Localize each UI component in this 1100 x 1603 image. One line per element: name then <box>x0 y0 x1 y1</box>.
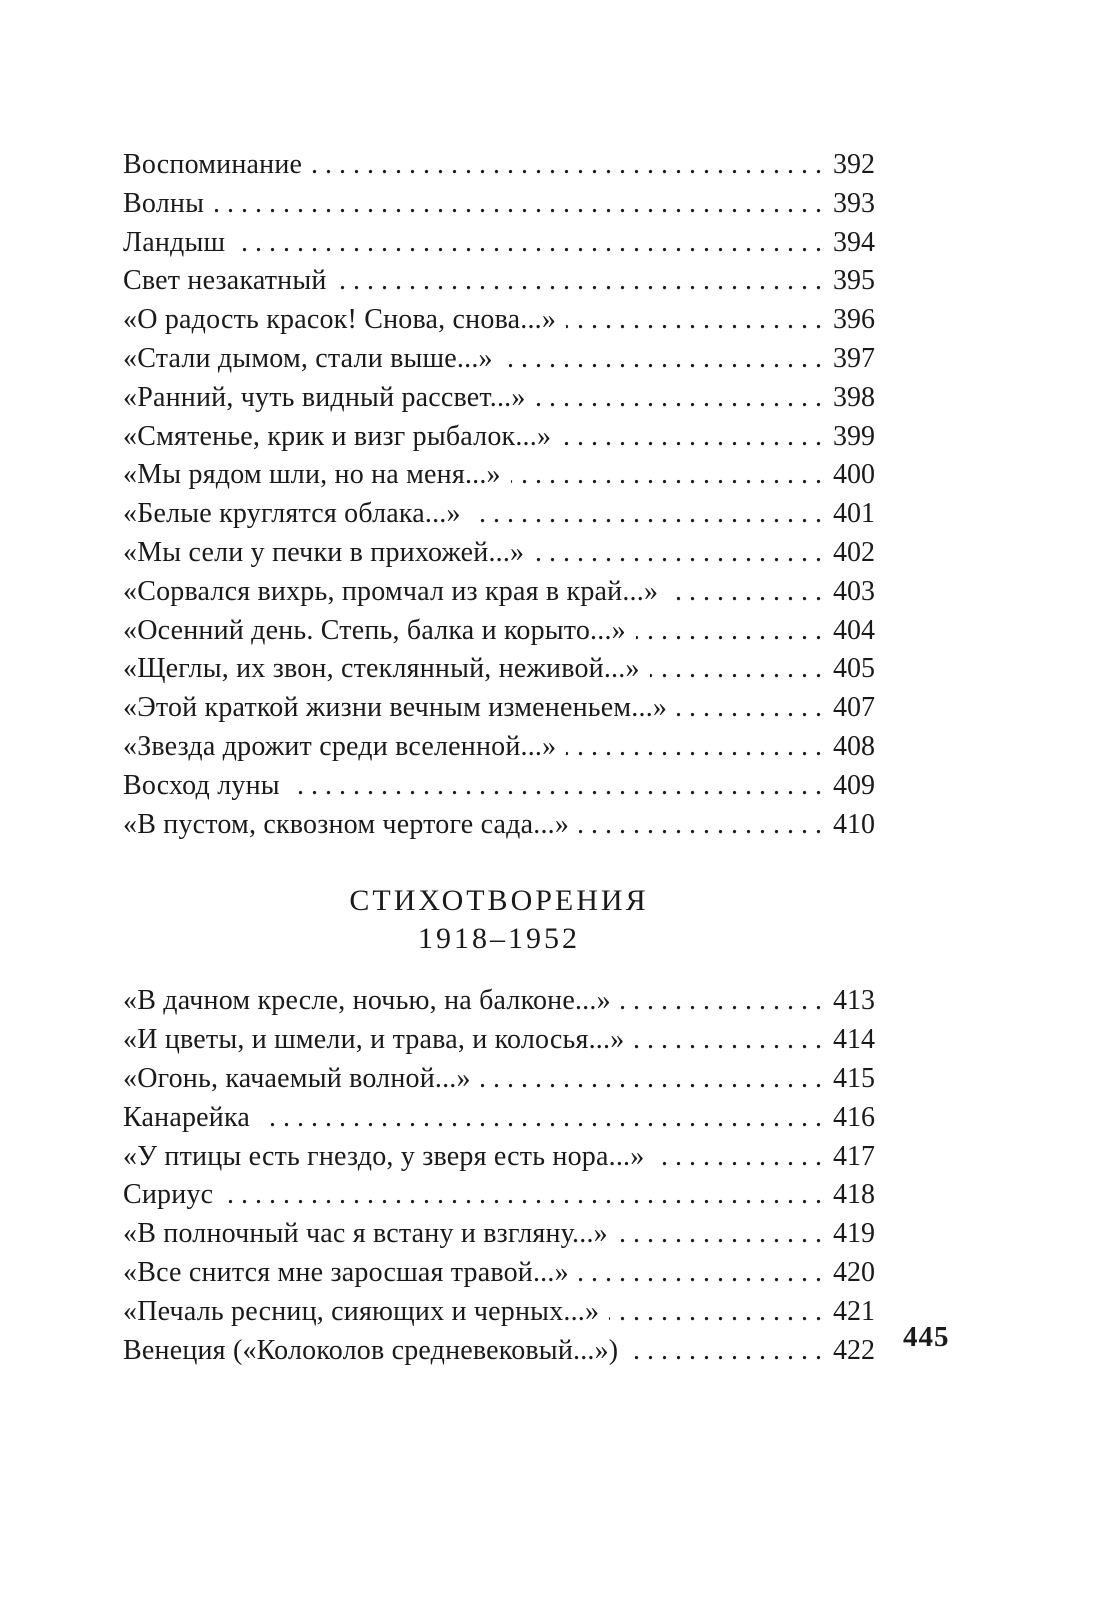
entry-page-number: 392 <box>833 149 875 180</box>
dot-leader <box>503 340 822 379</box>
entry-page-number: 400 <box>833 459 875 491</box>
toc-entry <box>123 301 875 340</box>
entry-page-number: 408 <box>833 730 875 762</box>
toc-section-2 <box>123 982 875 1370</box>
entry-title: Свет незакатный <box>123 265 327 297</box>
entry-page-number: 421 <box>833 1295 875 1327</box>
entry-page-number: 399 <box>833 420 875 452</box>
dot-leader <box>654 1138 822 1177</box>
entry-title: Ландыш <box>123 226 226 258</box>
toc-entry <box>123 806 875 845</box>
entry-title: «Сорвался вихрь, промчал из края в край...» <box>123 575 659 607</box>
toc-entry <box>123 1254 875 1293</box>
entry-title: «Печаль ресниц, сияющих и черных...» <box>123 1295 600 1327</box>
dot-leader <box>260 1099 822 1138</box>
entry-page-number: 395 <box>833 265 875 297</box>
entry-title: «Этой краткой жизни вечным измененьем...» <box>123 692 668 724</box>
entry-page-number: 403 <box>833 575 875 607</box>
page-number: 445 <box>903 1321 950 1353</box>
dot-leader <box>634 1021 822 1060</box>
toc-entry <box>123 146 875 185</box>
entry-title: «Стали дымом, стали выше...» <box>123 342 493 374</box>
dot-leader <box>566 301 822 340</box>
toc-entry <box>123 573 875 612</box>
toc-entry <box>123 379 875 418</box>
dot-leader <box>312 146 822 185</box>
dot-leader <box>481 1060 822 1099</box>
entry-page-number: 414 <box>833 1024 875 1056</box>
entry-page-number: 393 <box>833 187 875 219</box>
entry-page-number: 402 <box>833 536 875 568</box>
toc-entry <box>123 982 875 1021</box>
entry-title: Канарейка <box>123 1101 250 1133</box>
dot-leader <box>668 573 822 612</box>
entry-page-number: 394 <box>833 226 875 258</box>
entry-page-number: 418 <box>833 1179 875 1211</box>
dot-leader <box>471 495 822 534</box>
toc-entry <box>123 689 875 728</box>
toc-entry <box>123 650 875 689</box>
dot-leader <box>290 767 822 806</box>
entry-page-number: 404 <box>833 614 875 646</box>
entry-title: «В дачном кресле, ночью, на балконе...» <box>123 985 611 1017</box>
toc-entry <box>123 1060 875 1099</box>
entry-page-number: 417 <box>833 1140 875 1172</box>
toc-entry <box>123 185 875 224</box>
toc-entry <box>123 1176 875 1215</box>
entry-page-number: 401 <box>833 498 875 530</box>
entry-title: «Белые круглятся облака...» <box>123 498 461 530</box>
entry-page-number: 420 <box>833 1256 875 1288</box>
dot-leader <box>214 185 822 224</box>
dot-leader <box>566 728 822 767</box>
entry-title: «Все снится мне заросшая травой...» <box>123 1256 569 1288</box>
toc-entry <box>123 728 875 767</box>
dot-leader <box>536 379 822 418</box>
dot-leader <box>618 1215 822 1254</box>
entry-page-number: 422 <box>833 1334 875 1366</box>
dot-leader <box>235 224 822 263</box>
entry-title: «Звезда дрожит среди вселенной...» <box>123 730 557 762</box>
dot-leader <box>650 650 822 689</box>
dot-leader <box>609 1293 822 1332</box>
dot-leader <box>534 534 822 573</box>
dot-leader <box>511 456 822 495</box>
entry-title: «Щеглы, их звон, стеклянный, неживой...» <box>123 653 640 685</box>
section-heading-title: СТИХОТВОРЕНИЯ <box>349 884 649 918</box>
entry-title: Восход луны <box>123 769 280 801</box>
dot-leader <box>636 612 822 651</box>
section-heading-years: 1918–1952 <box>418 922 580 956</box>
dot-leader <box>579 806 822 845</box>
toc-entry <box>123 418 875 457</box>
toc-entry <box>123 1099 875 1138</box>
entry-page-number: 409 <box>833 769 875 801</box>
dot-leader <box>579 1254 822 1293</box>
entry-title: «Осенний день. Степь, балка и корыто...» <box>123 614 626 646</box>
toc-entry <box>123 534 875 573</box>
dot-leader <box>337 262 822 301</box>
entry-title: «Смятенье, крик и визг рыбалок...» <box>123 420 552 452</box>
toc-entry <box>123 1215 875 1254</box>
dot-leader <box>677 689 822 728</box>
entry-title: Сириус <box>123 1179 214 1211</box>
entry-title: «И цветы, и шмели, и трава, и колосья...» <box>123 1024 625 1056</box>
toc-entry <box>123 224 875 263</box>
dot-leader <box>561 418 822 457</box>
toc-entry <box>123 262 875 301</box>
entry-title: «В пустом, сквозном чертоге сада...» <box>123 808 570 840</box>
entry-page-number: 396 <box>833 304 875 336</box>
dot-leader <box>628 1332 822 1371</box>
entry-page-number: 415 <box>833 1062 875 1094</box>
toc-entry <box>123 340 875 379</box>
section-heading <box>123 882 875 958</box>
entry-title: «Ранний, чуть видный рассвет...» <box>123 381 526 413</box>
toc-entry <box>123 1332 875 1371</box>
dot-leader <box>621 982 822 1021</box>
dot-leader <box>223 1176 822 1215</box>
entry-title: Венеция («Колоколов средневековый...») <box>123 1334 619 1366</box>
toc-entry <box>123 1138 875 1177</box>
entry-page-number: 413 <box>833 985 875 1017</box>
entry-title: «Мы рядом шли, но на меня...» <box>123 459 501 491</box>
toc-entry <box>123 456 875 495</box>
toc-entry <box>123 1293 875 1332</box>
toc-entry <box>123 1021 875 1060</box>
entry-title: Волны <box>123 187 205 219</box>
entry-title: «О радость красок! Снова, снова...» <box>123 304 557 336</box>
toc-entry <box>123 612 875 651</box>
toc-entry <box>123 767 875 806</box>
toc-entry <box>123 495 875 534</box>
entry-page-number: 416 <box>833 1101 875 1133</box>
entry-title: «Огонь, качаемый волной...» <box>123 1062 471 1094</box>
entry-title: «Мы сели у печки в прихожей...» <box>123 536 525 568</box>
entry-title: «В полночный час я встану и взгляну...» <box>123 1218 608 1250</box>
table-of-contents <box>123 146 875 1370</box>
entry-page-number: 407 <box>833 692 875 724</box>
entry-page-number: 419 <box>833 1218 875 1250</box>
toc-section-1 <box>123 146 875 844</box>
entry-page-number: 410 <box>833 808 875 840</box>
entry-title: Воспоминание <box>123 149 303 180</box>
entry-title: «У птицы есть гнездо, у зверя есть нора...» <box>123 1140 645 1172</box>
entry-page-number: 405 <box>833 653 875 685</box>
entry-page-number: 398 <box>833 381 875 413</box>
entry-page-number: 397 <box>833 342 875 374</box>
